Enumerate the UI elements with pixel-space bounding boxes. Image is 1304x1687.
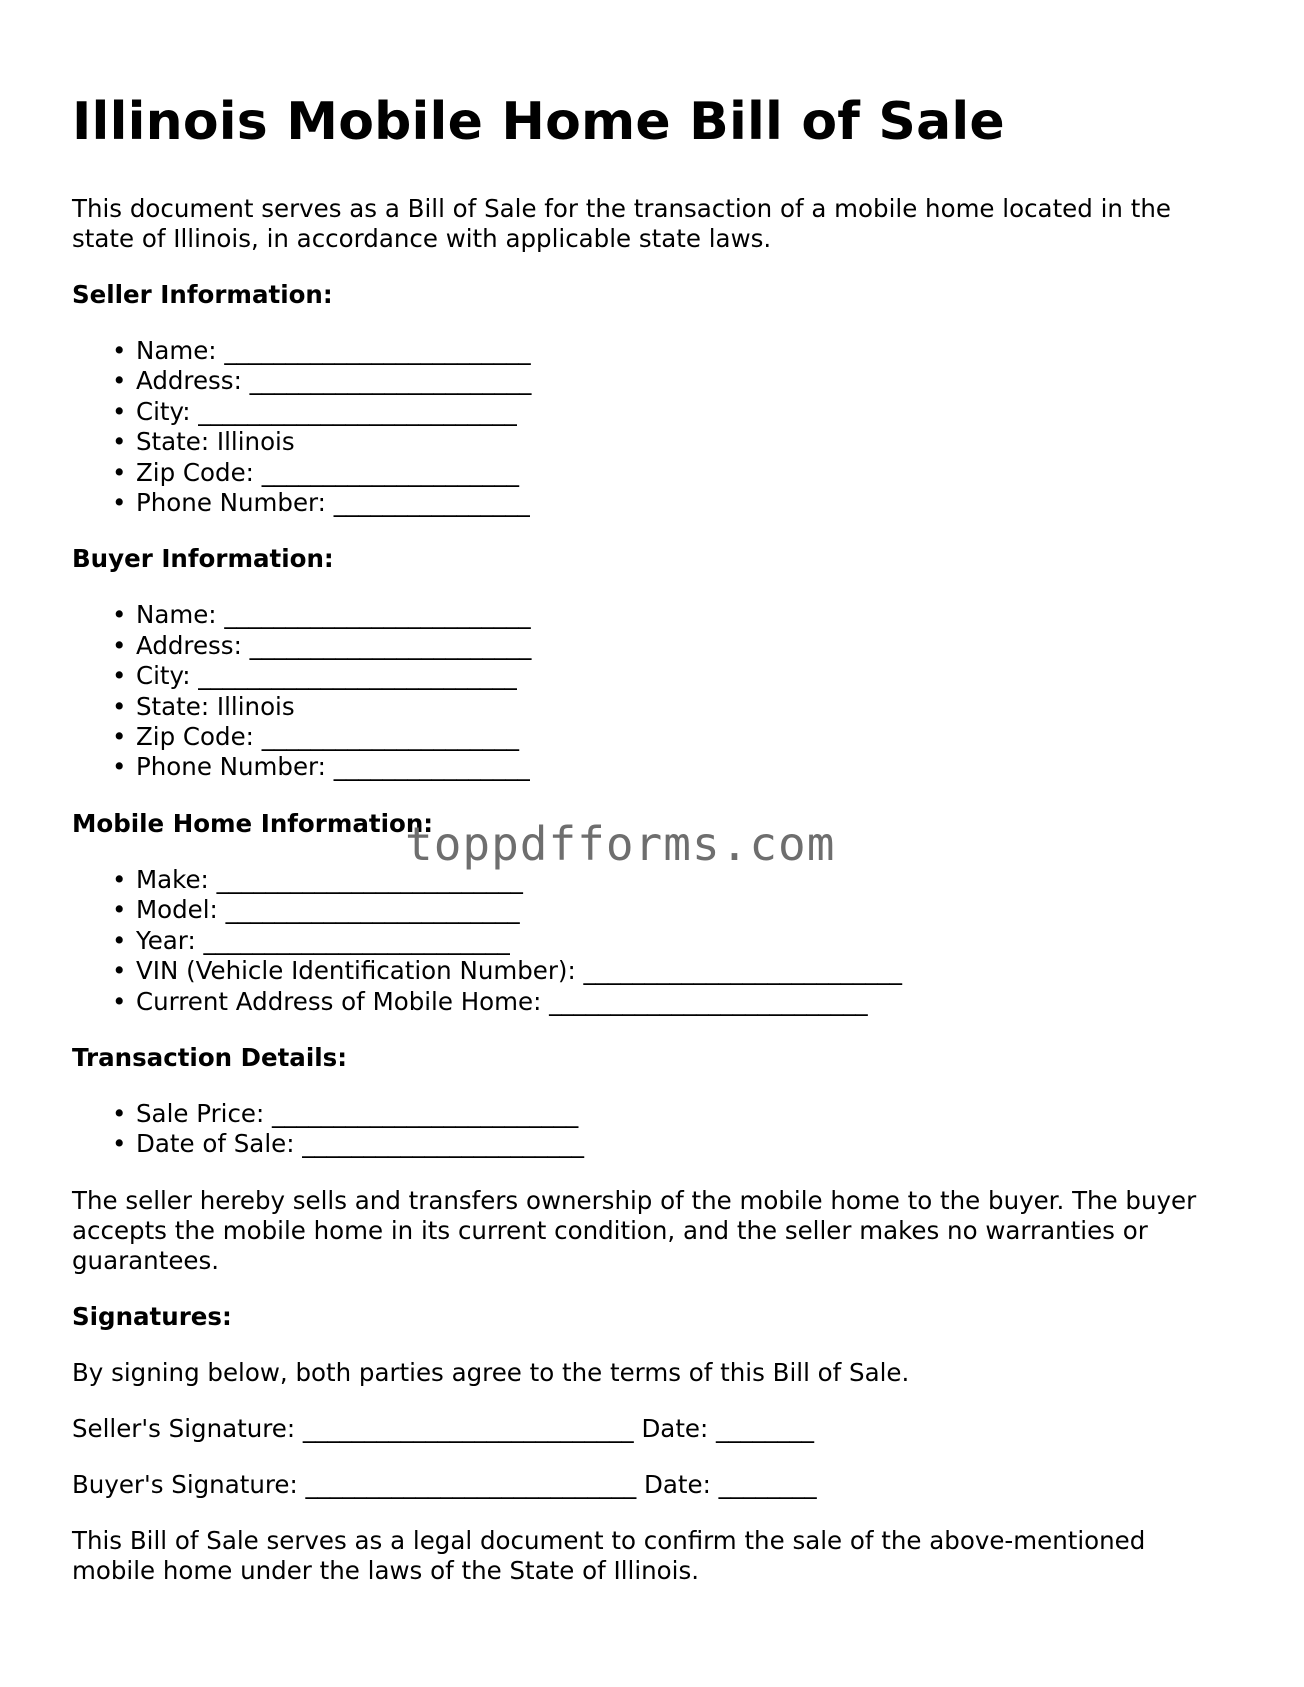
bullet: • — [112, 1098, 127, 1128]
bullet: • — [112, 1129, 127, 1159]
seller-state-field: • State: Illinois — [112, 427, 295, 457]
bullet: • — [112, 630, 127, 660]
bullet: • — [112, 600, 127, 630]
mobile-home-model-field: • Model: ________________________ — [112, 895, 520, 925]
bullet: • — [112, 336, 127, 365]
buyer-heading: Buyer Information: — [72, 544, 334, 574]
signatures-heading: Signatures: — [72, 1301, 232, 1331]
buyer-phone-field: • Phone Number: ________________ — [112, 752, 530, 782]
bullet: • — [112, 925, 127, 955]
buyer-zip-field: • Zip Code: _____________________ — [112, 722, 519, 752]
buyer-city-field: • City: __________________________ — [112, 661, 517, 691]
mobile-home-vin-field: • VIN (Vehicle Identification Number): __________________________ — [112, 956, 903, 986]
bullet: • — [112, 895, 127, 925]
signatures-agreement: By signing below, both parties agree to the terms of this Bill of Sale. — [72, 1357, 910, 1387]
mobile-home-list — [72, 865, 1232, 1017]
bullet: • — [112, 366, 127, 396]
buyer-name-field: • Name: _________________________ — [112, 600, 531, 630]
mobile-home-heading: Mobile Home Information: — [72, 808, 434, 838]
bullet: • — [112, 956, 127, 986]
bullet: • — [112, 722, 127, 752]
bullet: • — [112, 488, 127, 518]
bullet: • — [112, 864, 127, 894]
bullet: • — [112, 661, 127, 691]
seller-list — [72, 336, 1232, 518]
bullet: • — [112, 752, 127, 782]
seller-heading: Seller Information: — [72, 280, 333, 309]
closing-paragraph: This Bill of Sale serves as a legal document to confirm the sale of the above-mentioned mobile home under the laws of the State of Illinois. — [72, 1525, 1146, 1585]
seller-address-field: • Address: _______________________ — [112, 366, 532, 396]
sale-date-field: • Date of Sale: _______________________ — [112, 1129, 584, 1159]
buyer-signature-line: Buyer's Signature: ___________________________ Date: ________ — [72, 1469, 817, 1499]
buyer-list — [72, 600, 1232, 782]
seller-name-field: • Name: _________________________ — [112, 336, 531, 365]
bullet: • — [112, 457, 127, 487]
transaction-heading: Transaction Details: — [72, 1042, 348, 1072]
document-page — [72, 0, 1232, 1586]
transaction-list — [72, 1099, 1232, 1160]
seller-phone-field: • Phone Number: ________________ — [112, 488, 530, 518]
bullet: • — [112, 986, 127, 1016]
bullet: • — [112, 427, 127, 457]
mobile-home-make-field: • Make: _________________________ — [112, 864, 523, 894]
seller-city-field: • City: __________________________ — [112, 396, 517, 426]
buyer-state-field: • State: Illinois — [112, 691, 295, 721]
buyer-address-field: • Address: _______________________ — [112, 630, 532, 660]
intro-paragraph: This document serves as a Bill of Sale for the transaction of a mobile home located in the state of Illinois, in accordance with applicable state laws. — [72, 194, 1171, 253]
bullet: • — [112, 396, 127, 426]
seller-zip-field: • Zip Code: _____________________ — [112, 457, 519, 487]
transfer-statement: The seller hereby sells and transfers ownership of the mobile home to the buyer. The buyer accepts the mobile home in its current condition, and the seller makes no warranties or guarantees. — [72, 1185, 1197, 1275]
mobile-home-year-field: • Year: _________________________ — [112, 925, 510, 955]
seller-signature-line: Seller's Signature: ___________________________ Date: ________ — [72, 1413, 815, 1443]
watermark: toppdfforms.com — [405, 817, 836, 871]
bullet: • — [112, 691, 127, 721]
sale-price-field: • Sale Price: _________________________ — [112, 1098, 579, 1128]
mobile-home-address-field: • Current Address of Mobile Home: __________________________ — [112, 986, 868, 1016]
document-title: Illinois Mobile Home Bill of Sale — [72, 92, 1005, 152]
